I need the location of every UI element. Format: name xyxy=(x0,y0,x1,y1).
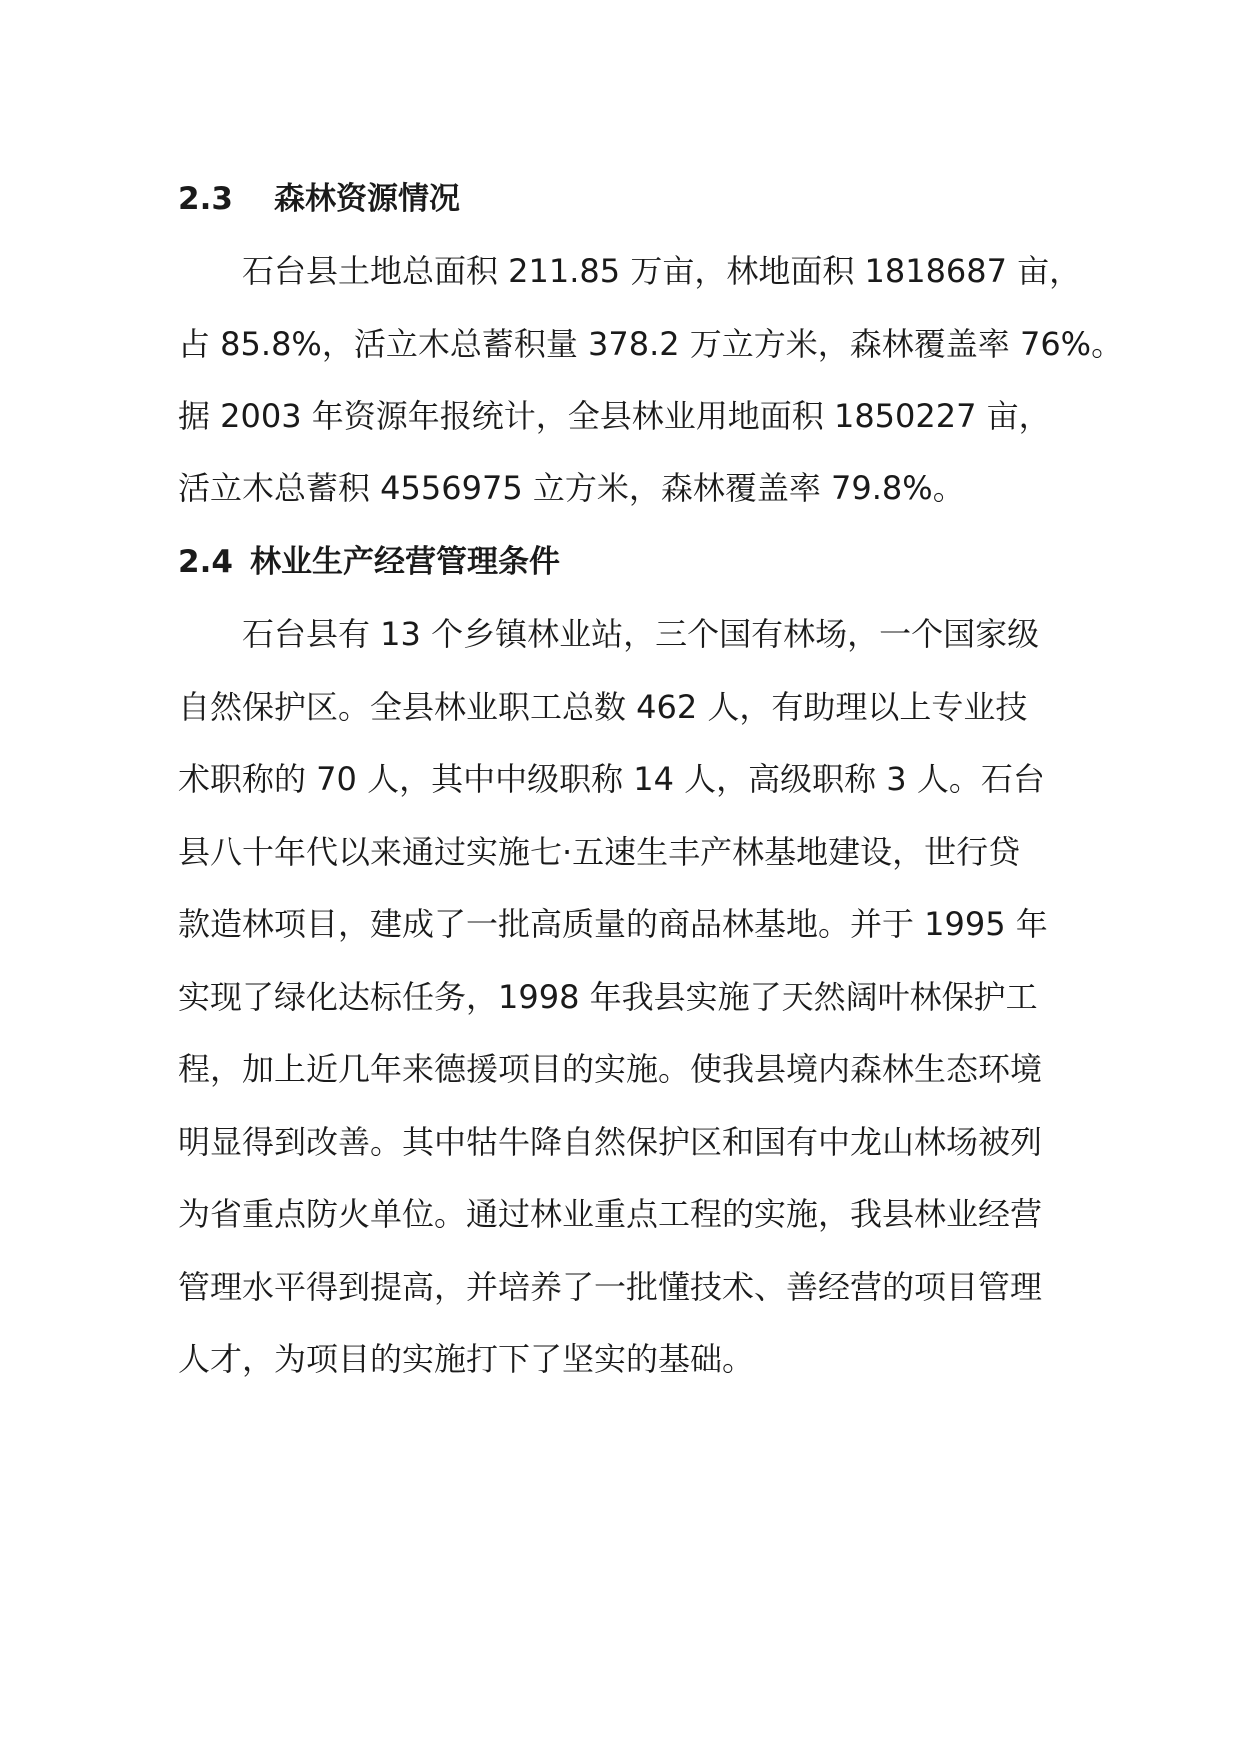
paragraph-line: 明显得到改善。其中牯牛降自然保护区和国有中龙山林场被列 xyxy=(178,1123,1043,1161)
paragraph-line: 据 2003 年资源年报统计，全县林业用地面积 1850227 亩， xyxy=(178,397,1051,435)
paragraph-line: 占 85.8%，活立木总蓄积量 378.2 万立方米，森林覆盖率 76%。 xyxy=(178,325,1124,363)
paragraph-line: 石台县土地总面积 211.85 万亩，林地面积 1818687 亩， xyxy=(242,252,1082,290)
paragraph-line: 款造林项目，建成了一批高质量的商品林基地。并于 1995 年 xyxy=(178,905,1048,943)
section-title: 森林资源情况 xyxy=(274,181,460,217)
paragraph-line: 程，加上近几年来德援项目的实施。使我县境内森林生态环境 xyxy=(178,1050,1043,1088)
paragraph-line: 石台县有 13 个乡镇林业站，三个国有林场，一个国家级 xyxy=(242,615,1040,653)
paragraph-line: 活立木总蓄积 4556975 立方米，森林覆盖率 79.8%。 xyxy=(178,469,965,507)
paragraph-line: 人才，为项目的实施打下了坚实的基础。 xyxy=(178,1340,755,1378)
paragraph-line: 管理水平得到提高，并培养了一批懂技术、善经营的项目管理 xyxy=(178,1268,1043,1306)
paragraph-line: 县八十年代以来通过实施七·五速生丰产林基地建设，世行贷 xyxy=(178,833,1021,871)
paragraph-line: 术职称的 70 人，其中中级职称 14 人，高级职称 3 人。石台 xyxy=(178,760,1045,798)
section-title: 林业生产经营管理条件 xyxy=(250,544,560,580)
section-number: 2.4 xyxy=(178,544,233,580)
paragraph-line: 自然保护区。全县林业职工总数 462 人，有助理以上专业技 xyxy=(178,688,1028,726)
section-heading-2-3 xyxy=(178,179,460,219)
paragraph-line: 实现了绿化达标任务，1998 年我县实施了天然阔叶林保护工 xyxy=(178,978,1038,1016)
section-heading-2-4 xyxy=(178,542,560,582)
section-number: 2.3 xyxy=(178,181,233,217)
paragraph-line: 为省重点防火单位。通过林业重点工程的实施，我县林业经营 xyxy=(178,1195,1043,1233)
